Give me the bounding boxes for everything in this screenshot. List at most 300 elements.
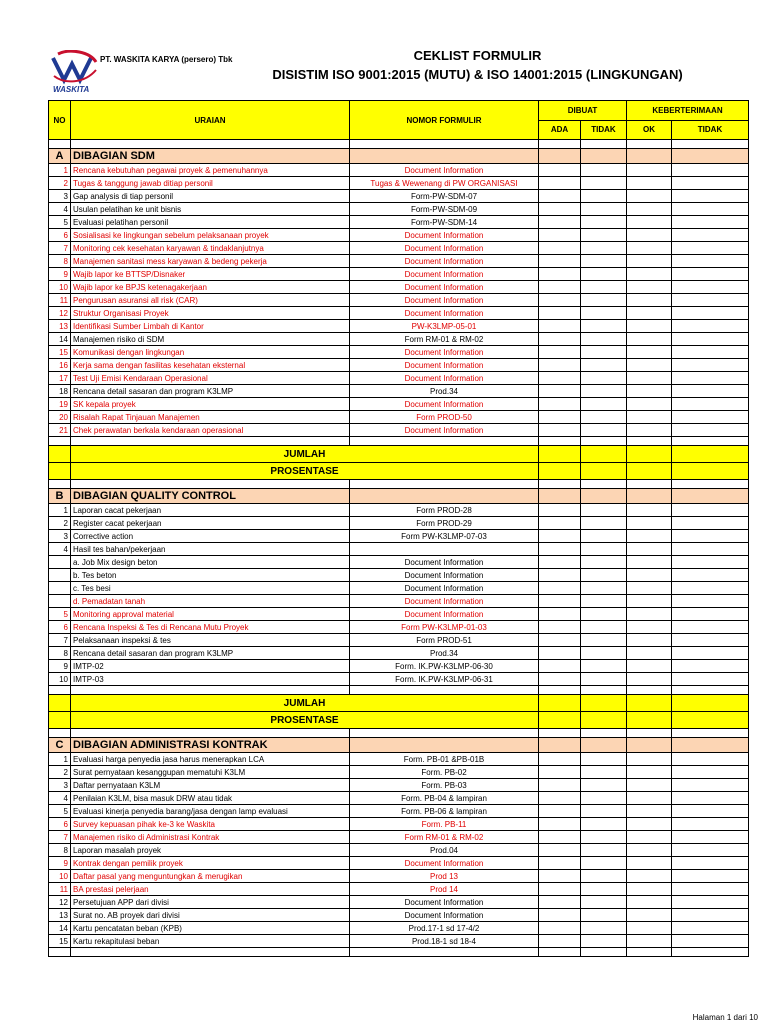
- check-cell-tidak2[interactable]: [672, 582, 749, 595]
- check-cell-tidak[interactable]: [581, 831, 627, 844]
- check-cell-tidak[interactable]: [581, 177, 627, 190]
- check-cell-tidak[interactable]: [581, 792, 627, 805]
- check-cell-ada[interactable]: [539, 229, 581, 242]
- check-cell-tidak2[interactable]: [672, 320, 749, 333]
- check-cell-ok[interactable]: [627, 242, 672, 255]
- check-cell-ok[interactable]: [627, 792, 672, 805]
- check-cell-tidak2[interactable]: [672, 608, 749, 621]
- row-form-number: Prod.17-1 sd 17-4/2: [350, 922, 539, 935]
- table-row: [49, 870, 749, 883]
- check-cell-tidak2[interactable]: [672, 935, 749, 948]
- check-cell-ada[interactable]: [539, 398, 581, 411]
- check-cell-tidak2[interactable]: [672, 517, 749, 530]
- check-cell-tidak2[interactable]: [672, 385, 749, 398]
- check-cell-tidak2[interactable]: [672, 411, 749, 424]
- check-cell-ok[interactable]: [627, 673, 672, 686]
- check-cell-ok[interactable]: [627, 190, 672, 203]
- row-form-number: Document Information: [350, 229, 539, 242]
- document-header: [0, 0, 768, 100]
- check-cell-ada[interactable]: [539, 333, 581, 346]
- table-row: [49, 673, 749, 686]
- row-uraian: Chek perawatan berkala kendaraan operasional: [71, 424, 350, 437]
- row-number: 6: [49, 818, 71, 831]
- table-row: [49, 595, 749, 608]
- check-cell-tidak[interactable]: [581, 779, 627, 792]
- check-cell-tidak2[interactable]: [672, 268, 749, 281]
- row-number: 12: [49, 307, 71, 320]
- check-cell-ok[interactable]: [627, 517, 672, 530]
- check-cell-ada[interactable]: [539, 517, 581, 530]
- check-cell-tidak2[interactable]: [672, 281, 749, 294]
- check-cell-tidak[interactable]: [581, 896, 627, 909]
- check-cell-ada[interactable]: [539, 164, 581, 177]
- check-cell-tidak2[interactable]: [672, 753, 749, 766]
- empty-cell: [350, 480, 539, 489]
- check-cell-tidak[interactable]: [581, 333, 627, 346]
- check-cell-ada[interactable]: [539, 346, 581, 359]
- check-cell-tidak[interactable]: [581, 621, 627, 634]
- row-uraian: Rencana detail sasaran dan program K3LMP: [71, 647, 350, 660]
- check-cell-ada[interactable]: [539, 424, 581, 437]
- check-cell-tidak[interactable]: [581, 398, 627, 411]
- check-cell-tidak[interactable]: [581, 569, 627, 582]
- check-cell-tidak[interactable]: [581, 595, 627, 608]
- check-cell-ada[interactable]: [539, 870, 581, 883]
- check-cell-tidak2[interactable]: [672, 922, 749, 935]
- check-cell-ok[interactable]: [627, 504, 672, 517]
- check-cell-ok[interactable]: [627, 255, 672, 268]
- check-cell-tidak2[interactable]: [672, 896, 749, 909]
- checklist-table-wrapper: [48, 100, 748, 957]
- check-cell-tidak[interactable]: [581, 242, 627, 255]
- check-cell-tidak[interactable]: [581, 372, 627, 385]
- check-cell-ada[interactable]: [539, 660, 581, 673]
- table-row: [49, 818, 749, 831]
- row-uraian: Surat no. AB proyek dari divisi: [71, 909, 350, 922]
- table-row: [49, 569, 749, 582]
- table-row: [49, 216, 749, 229]
- check-cell-tidak[interactable]: [581, 922, 627, 935]
- check-cell-tidak2[interactable]: [672, 530, 749, 543]
- check-cell-ada[interactable]: [539, 805, 581, 818]
- check-cell-tidak[interactable]: [581, 753, 627, 766]
- check-cell-tidak[interactable]: [581, 424, 627, 437]
- check-cell-ada[interactable]: [539, 190, 581, 203]
- check-cell-tidak[interactable]: [581, 385, 627, 398]
- check-cell-tidak[interactable]: [581, 517, 627, 530]
- check-cell-tidak2[interactable]: [672, 164, 749, 177]
- check-cell-ok[interactable]: [627, 398, 672, 411]
- check-cell-ada[interactable]: [539, 543, 581, 556]
- check-cell-tidak[interactable]: [581, 530, 627, 543]
- check-cell-tidak2[interactable]: [672, 673, 749, 686]
- check-cell-ok[interactable]: [627, 216, 672, 229]
- check-cell-ada[interactable]: [539, 857, 581, 870]
- check-cell-tidak2[interactable]: [672, 398, 749, 411]
- row-number: 9: [49, 857, 71, 870]
- check-cell-ok[interactable]: [627, 177, 672, 190]
- check-cell-tidak2[interactable]: [672, 307, 749, 320]
- row-form-number: Prod.34: [350, 385, 539, 398]
- check-cell-tidak[interactable]: [581, 281, 627, 294]
- check-cell-tidak[interactable]: [581, 203, 627, 216]
- check-cell-ada[interactable]: [539, 831, 581, 844]
- check-cell-tidak[interactable]: [581, 359, 627, 372]
- check-cell-ok[interactable]: [627, 831, 672, 844]
- check-cell-ada[interactable]: [539, 779, 581, 792]
- row-form-number: Document Information: [350, 909, 539, 922]
- check-cell-tidak[interactable]: [581, 909, 627, 922]
- check-cell-tidak2[interactable]: [672, 359, 749, 372]
- row-uraian: Gap analysis di tiap personil: [71, 190, 350, 203]
- check-cell-ada[interactable]: [539, 556, 581, 569]
- check-cell-tidak[interactable]: [581, 844, 627, 857]
- empty-cell: [627, 712, 672, 729]
- check-cell-tidak[interactable]: [581, 190, 627, 203]
- section-letter: B: [49, 489, 71, 504]
- check-cell-tidak2[interactable]: [672, 870, 749, 883]
- check-cell-ok[interactable]: [627, 333, 672, 346]
- check-cell-ada[interactable]: [539, 621, 581, 634]
- check-cell-ok[interactable]: [627, 857, 672, 870]
- empty-cell: [49, 140, 71, 149]
- check-cell-ada[interactable]: [539, 818, 581, 831]
- col-header-keberterimaan: KEBERTERIMAAN: [627, 101, 749, 121]
- empty-cell: [581, 463, 627, 480]
- row-uraian: Register cacat pekerjaan: [71, 517, 350, 530]
- check-cell-ada[interactable]: [539, 359, 581, 372]
- check-cell-tidak[interactable]: [581, 673, 627, 686]
- row-uraian: Kartu rekapitulasi beban: [71, 935, 350, 948]
- check-cell-ok[interactable]: [627, 411, 672, 424]
- check-cell-ok[interactable]: [627, 896, 672, 909]
- row-form-number: Document Information: [350, 595, 539, 608]
- check-cell-tidak2[interactable]: [672, 621, 749, 634]
- check-cell-ada[interactable]: [539, 216, 581, 229]
- table-row: [49, 753, 749, 766]
- check-cell-tidak[interactable]: [581, 320, 627, 333]
- check-cell-ok[interactable]: [627, 203, 672, 216]
- check-cell-ada[interactable]: [539, 935, 581, 948]
- check-cell-ok[interactable]: [627, 424, 672, 437]
- check-cell-ok[interactable]: [627, 582, 672, 595]
- row-uraian: c. Tes besi: [71, 582, 350, 595]
- check-cell-ok[interactable]: [627, 372, 672, 385]
- check-cell-ada[interactable]: [539, 385, 581, 398]
- check-cell-ok[interactable]: [627, 530, 672, 543]
- row-uraian: Struktur Organisasi Proyek: [71, 307, 350, 320]
- check-cell-tidak[interactable]: [581, 346, 627, 359]
- check-cell-ada[interactable]: [539, 909, 581, 922]
- check-cell-tidak[interactable]: [581, 647, 627, 660]
- prosentase-row: [49, 463, 749, 480]
- check-cell-tidak[interactable]: [581, 255, 627, 268]
- col-header-nomor-formulir: NOMOR FORMULIR: [350, 101, 539, 140]
- check-cell-tidak2[interactable]: [672, 504, 749, 517]
- row-number: 4: [49, 203, 71, 216]
- check-cell-tidak2[interactable]: [672, 294, 749, 307]
- row-number: [49, 556, 71, 569]
- check-cell-tidak[interactable]: [581, 294, 627, 307]
- check-cell-tidak2[interactable]: [672, 779, 749, 792]
- row-uraian: Manajemen risiko di SDM: [71, 333, 350, 346]
- check-cell-tidak2[interactable]: [672, 229, 749, 242]
- table-row: [49, 805, 749, 818]
- row-form-number: Form PW-K3LMP-07-03: [350, 530, 539, 543]
- row-uraian: Rencana kebutuhan pegawai proyek & pemenuhannya: [71, 164, 350, 177]
- table-row: [49, 203, 749, 216]
- check-cell-ok[interactable]: [627, 634, 672, 647]
- check-cell-ada[interactable]: [539, 634, 581, 647]
- row-form-number: Prod 14: [350, 883, 539, 896]
- check-cell-tidak[interactable]: [581, 935, 627, 948]
- check-cell-tidak[interactable]: [581, 660, 627, 673]
- spacer-row: [49, 480, 749, 489]
- row-form-number: Prod.34: [350, 647, 539, 660]
- check-cell-tidak[interactable]: [581, 268, 627, 281]
- check-cell-tidak2[interactable]: [672, 844, 749, 857]
- section-header: [49, 149, 749, 164]
- check-cell-ok[interactable]: [627, 909, 672, 922]
- table-row: [49, 935, 749, 948]
- check-cell-tidak[interactable]: [581, 608, 627, 621]
- jumlah-row-label: JUMLAH: [71, 695, 539, 712]
- check-cell-ada[interactable]: [539, 530, 581, 543]
- row-form-number: PW-K3LMP-05-01: [350, 320, 539, 333]
- check-cell-tidak2[interactable]: [672, 372, 749, 385]
- check-cell-tidak[interactable]: [581, 216, 627, 229]
- row-number: 11: [49, 883, 71, 896]
- empty-cell: [581, 712, 627, 729]
- table-row: [49, 844, 749, 857]
- check-cell-tidak[interactable]: [581, 857, 627, 870]
- check-cell-ok[interactable]: [627, 805, 672, 818]
- check-cell-tidak2[interactable]: [672, 805, 749, 818]
- check-cell-ok[interactable]: [627, 766, 672, 779]
- check-cell-ada[interactable]: [539, 255, 581, 268]
- check-cell-ada[interactable]: [539, 307, 581, 320]
- check-cell-tidak[interactable]: [581, 543, 627, 556]
- check-cell-tidak2[interactable]: [672, 792, 749, 805]
- row-form-number: Form. PB-04 & lampiran: [350, 792, 539, 805]
- check-cell-tidak2[interactable]: [672, 190, 749, 203]
- check-cell-tidak2[interactable]: [672, 203, 749, 216]
- check-cell-ada[interactable]: [539, 595, 581, 608]
- row-uraian: b. Tes beton: [71, 569, 350, 582]
- check-cell-ok[interactable]: [627, 818, 672, 831]
- check-cell-ada[interactable]: [539, 582, 581, 595]
- table-row: [49, 582, 749, 595]
- check-cell-ok[interactable]: [627, 385, 672, 398]
- empty-cell: [49, 729, 71, 738]
- check-cell-ok[interactable]: [627, 294, 672, 307]
- check-cell-ok[interactable]: [627, 307, 672, 320]
- check-cell-tidak2[interactable]: [672, 177, 749, 190]
- row-uraian: IMTP-02: [71, 660, 350, 673]
- check-cell-tidak[interactable]: [581, 818, 627, 831]
- row-uraian: SK kepala proyek: [71, 398, 350, 411]
- check-cell-ada[interactable]: [539, 647, 581, 660]
- check-cell-ok[interactable]: [627, 543, 672, 556]
- check-cell-ada[interactable]: [539, 844, 581, 857]
- empty-cell: [672, 140, 749, 149]
- check-cell-ada[interactable]: [539, 203, 581, 216]
- check-cell-tidak[interactable]: [581, 883, 627, 896]
- check-cell-tidak2[interactable]: [672, 883, 749, 896]
- check-cell-ok[interactable]: [627, 779, 672, 792]
- check-cell-ada[interactable]: [539, 673, 581, 686]
- check-cell-tidak2[interactable]: [672, 647, 749, 660]
- check-cell-ada[interactable]: [539, 792, 581, 805]
- check-cell-tidak2[interactable]: [672, 569, 749, 582]
- check-cell-tidak2[interactable]: [672, 831, 749, 844]
- table-row: [49, 779, 749, 792]
- row-uraian: Survey kepuasan pihak ke-3 ke Waskita: [71, 818, 350, 831]
- check-cell-tidak2[interactable]: [672, 818, 749, 831]
- empty-cell: [581, 686, 627, 695]
- check-cell-tidak[interactable]: [581, 766, 627, 779]
- empty-cell: [627, 446, 672, 463]
- check-cell-ada[interactable]: [539, 766, 581, 779]
- check-cell-ok[interactable]: [627, 660, 672, 673]
- row-number: 19: [49, 398, 71, 411]
- check-cell-ok[interactable]: [627, 922, 672, 935]
- check-cell-tidak2[interactable]: [672, 660, 749, 673]
- check-cell-tidak2[interactable]: [672, 909, 749, 922]
- check-cell-ok[interactable]: [627, 608, 672, 621]
- check-cell-tidak2[interactable]: [672, 556, 749, 569]
- check-cell-ada[interactable]: [539, 242, 581, 255]
- check-cell-ok[interactable]: [627, 281, 672, 294]
- check-cell-ok[interactable]: [627, 621, 672, 634]
- check-cell-ok[interactable]: [627, 346, 672, 359]
- check-cell-tidak[interactable]: [581, 164, 627, 177]
- row-uraian: Daftar pernyataan K3LM: [71, 779, 350, 792]
- check-cell-ok[interactable]: [627, 320, 672, 333]
- empty-cell: [539, 140, 581, 149]
- table-row: [49, 608, 749, 621]
- check-cell-tidak2[interactable]: [672, 595, 749, 608]
- row-number: 6: [49, 229, 71, 242]
- spacer-row: [49, 140, 749, 149]
- col-header-tidak: TIDAK: [581, 120, 627, 140]
- table-row: [49, 255, 749, 268]
- check-cell-tidak2[interactable]: [672, 424, 749, 437]
- row-uraian: Risalah Rapat Tinjauan Manajemen: [71, 411, 350, 424]
- checklist-body: [49, 140, 749, 957]
- check-cell-ada[interactable]: [539, 294, 581, 307]
- check-cell-tidak2[interactable]: [672, 242, 749, 255]
- check-cell-ada[interactable]: [539, 883, 581, 896]
- table-row: [49, 177, 749, 190]
- check-cell-tidak[interactable]: [581, 582, 627, 595]
- check-cell-ok[interactable]: [627, 753, 672, 766]
- empty-cell: [71, 729, 350, 738]
- empty-cell: [71, 437, 350, 446]
- check-cell-tidak2[interactable]: [672, 333, 749, 346]
- check-cell-ok[interactable]: [627, 870, 672, 883]
- check-cell-ok[interactable]: [627, 595, 672, 608]
- check-cell-tidak[interactable]: [581, 229, 627, 242]
- row-number: 7: [49, 242, 71, 255]
- check-cell-ada[interactable]: [539, 569, 581, 582]
- row-uraian: Hasil tes bahan/pekerjaan: [71, 543, 350, 556]
- check-cell-tidak[interactable]: [581, 504, 627, 517]
- table-row: [49, 647, 749, 660]
- check-cell-ok[interactable]: [627, 556, 672, 569]
- check-cell-ada[interactable]: [539, 177, 581, 190]
- row-form-number: Form. IK.PW-K3LMP-06-31: [350, 673, 539, 686]
- empty-cell: [672, 149, 749, 164]
- row-form-number: Document Information: [350, 294, 539, 307]
- row-form-number: Form PROD-28: [350, 504, 539, 517]
- empty-cell: [672, 437, 749, 446]
- check-cell-ada[interactable]: [539, 922, 581, 935]
- check-cell-tidak[interactable]: [581, 805, 627, 818]
- check-cell-ada[interactable]: [539, 268, 581, 281]
- prosentase-row-label: PROSENTASE: [71, 712, 539, 729]
- row-uraian: Komunikasi dengan lingkungan: [71, 346, 350, 359]
- col-header-ada: ADA: [539, 120, 581, 140]
- check-cell-ada[interactable]: [539, 411, 581, 424]
- check-cell-ok[interactable]: [627, 268, 672, 281]
- row-form-number: Form PW-K3LMP-01-03: [350, 621, 539, 634]
- check-cell-ada[interactable]: [539, 753, 581, 766]
- check-cell-ok[interactable]: [627, 229, 672, 242]
- check-cell-tidak2[interactable]: [672, 543, 749, 556]
- empty-cell: [539, 948, 581, 957]
- check-cell-tidak[interactable]: [581, 556, 627, 569]
- empty-cell: [350, 948, 539, 957]
- check-cell-tidak2[interactable]: [672, 346, 749, 359]
- check-cell-ada[interactable]: [539, 504, 581, 517]
- check-cell-ok[interactable]: [627, 883, 672, 896]
- check-cell-ada[interactable]: [539, 320, 581, 333]
- check-cell-ada[interactable]: [539, 896, 581, 909]
- row-number: 9: [49, 268, 71, 281]
- check-cell-ada[interactable]: [539, 281, 581, 294]
- row-uraian: Persetujuan APP dari divisi: [71, 896, 350, 909]
- table-row: [49, 530, 749, 543]
- check-cell-ok[interactable]: [627, 844, 672, 857]
- table-row: [49, 883, 749, 896]
- table-row: [49, 242, 749, 255]
- row-number: 5: [49, 608, 71, 621]
- check-cell-tidak2[interactable]: [672, 766, 749, 779]
- table-row: [49, 411, 749, 424]
- check-cell-ada[interactable]: [539, 372, 581, 385]
- check-cell-tidak[interactable]: [581, 411, 627, 424]
- check-cell-ok[interactable]: [627, 164, 672, 177]
- check-cell-tidak[interactable]: [581, 634, 627, 647]
- row-number: 10: [49, 870, 71, 883]
- check-cell-ada[interactable]: [539, 608, 581, 621]
- check-cell-tidak[interactable]: [581, 870, 627, 883]
- check-cell-ok[interactable]: [627, 647, 672, 660]
- check-cell-tidak[interactable]: [581, 307, 627, 320]
- row-form-number: Form-PW-SDM-07: [350, 190, 539, 203]
- row-number: 5: [49, 216, 71, 229]
- check-cell-tidak2[interactable]: [672, 857, 749, 870]
- check-cell-tidak2[interactable]: [672, 216, 749, 229]
- check-cell-ok[interactable]: [627, 359, 672, 372]
- check-cell-ok[interactable]: [627, 569, 672, 582]
- check-cell-tidak2[interactable]: [672, 634, 749, 647]
- check-cell-tidak2[interactable]: [672, 255, 749, 268]
- document-subtitle: DISISTIM ISO 9001:2015 (MUTU) & ISO 14001:2015 (LINGKUNGAN): [272, 67, 683, 82]
- empty-cell: [672, 446, 749, 463]
- check-cell-ok[interactable]: [627, 935, 672, 948]
